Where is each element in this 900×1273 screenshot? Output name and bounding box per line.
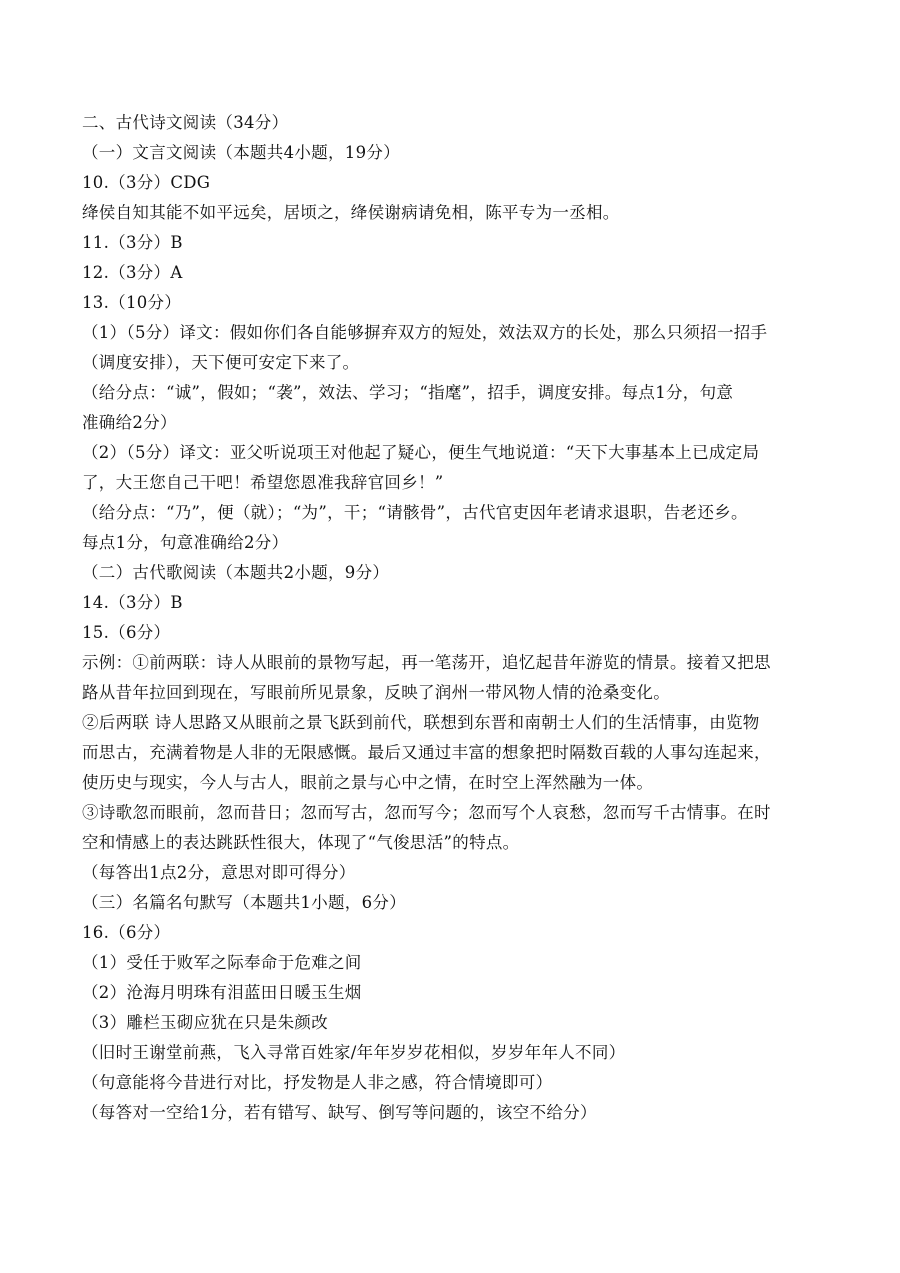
subsection-heading: （三）名篇名句默写（本题共1小题，6分） [82,893,406,912]
answer-line: （句意能将今昔进行对比，抒发物是人非之感，符合情境即可） [82,1073,553,1092]
answer-line: （每答对一空给1分，若有错写、缺写、倒写等问题的，该空不给分） [82,1103,597,1122]
section-heading: 二、古代诗文阅读（34分） [82,113,289,132]
answer-line: 示例：①前两联：诗人从眼前的景物写起，再一笔荡开，追忆起昔年游览的情景。接着又把思 [82,653,771,672]
answer-line: 了，大王您自己干吧！希望您恩准我辞官回乡！” [82,473,444,492]
answer-line: 而思古，充满着物是人非的无限感慨。最后又通过丰富的想象把时隔数百载的人事勾连起来， [82,743,771,762]
answer-line: 14.（3分）B [82,593,183,612]
answer-line: （2）（5分）译文：亚父听说项王对他起了疑心，便生气地说道：“天下大事基本上已成定局 [82,443,760,462]
answer-line: （2）沧海月明珠有泪蓝田日暖玉生烟 [82,983,362,1002]
answer-line: 使历史与现实，今人与古人，眼前之景与心中之情，在时空上浑然融为一体。 [82,773,654,792]
answer-line: 10.（3分）CDG [82,173,211,192]
answer-line: 每点1分，句意准确给2分） [82,533,289,552]
answer-document [82,108,822,1128]
answer-line: （1）受任于败军之际奉命于危难之间 [82,953,362,972]
answer-line: （给分点：“乃”，便（就）；“为”，干；“请骸骨”，古代官吏因年老请求退职，告老还乡。 [82,503,748,522]
answer-line: 空和情感上的表达跳跃性很大，体现了“气俊思活”的特点。 [82,833,520,852]
answer-line: ②后两联 诗人思路又从眼前之景飞跃到前代，联想到东晋和南朝士人们的生活情事，由览物 [82,713,760,732]
answer-line: 13.（10分） [82,293,182,312]
answer-line: （3）雕栏玉砌应犹在只是朱颜改 [82,1013,328,1032]
subsection-heading: （二）古代歌阅读（本题共2小题，9分） [82,563,390,582]
answer-line: 15.（6分） [82,623,171,642]
answer-line: （1）（5分）译文：假如你们各自能够摒弃双方的短处，效法双方的长处，那么只须招一招手 [82,323,768,342]
answer-line: （调度安排），天下便可安定下来了。 [82,353,360,372]
subsection-heading: （一）文言文阅读（本题共4小题，19分） [82,143,400,162]
answer-line: 准确给2分） [82,413,177,432]
answer-line: （给分点：“诚”，假如；“袭”，效法、学习；“指麾”，招手，调度安排。每点1分，句意 [82,383,734,402]
answer-line: 11.（3分）B [82,233,183,252]
answer-line: （每答出1点2分，意思对即可得分） [82,863,356,882]
answer-line: （旧时王谢堂前燕，飞入寻常百姓家/年年岁岁花相似，岁岁年年人不同） [82,1043,626,1062]
answer-line: 12.（3分）A [82,263,183,282]
answer-line: ③诗歌忽而眼前，忽而昔日；忽而写古，忽而写今；忽而写个人哀愁，忽而写千古情事。在时 [82,803,771,822]
answer-line: 16.（6分） [82,923,171,942]
answer-line: 路从昔年拉回到现在，写眼前所见景象，反映了润州一带风物人情的沧桑变化。 [82,683,670,702]
answer-line: 绛侯自知其能不如平远矣，居顷之，绛侯谢病请免相，陈平专为一丞相。 [82,203,620,222]
